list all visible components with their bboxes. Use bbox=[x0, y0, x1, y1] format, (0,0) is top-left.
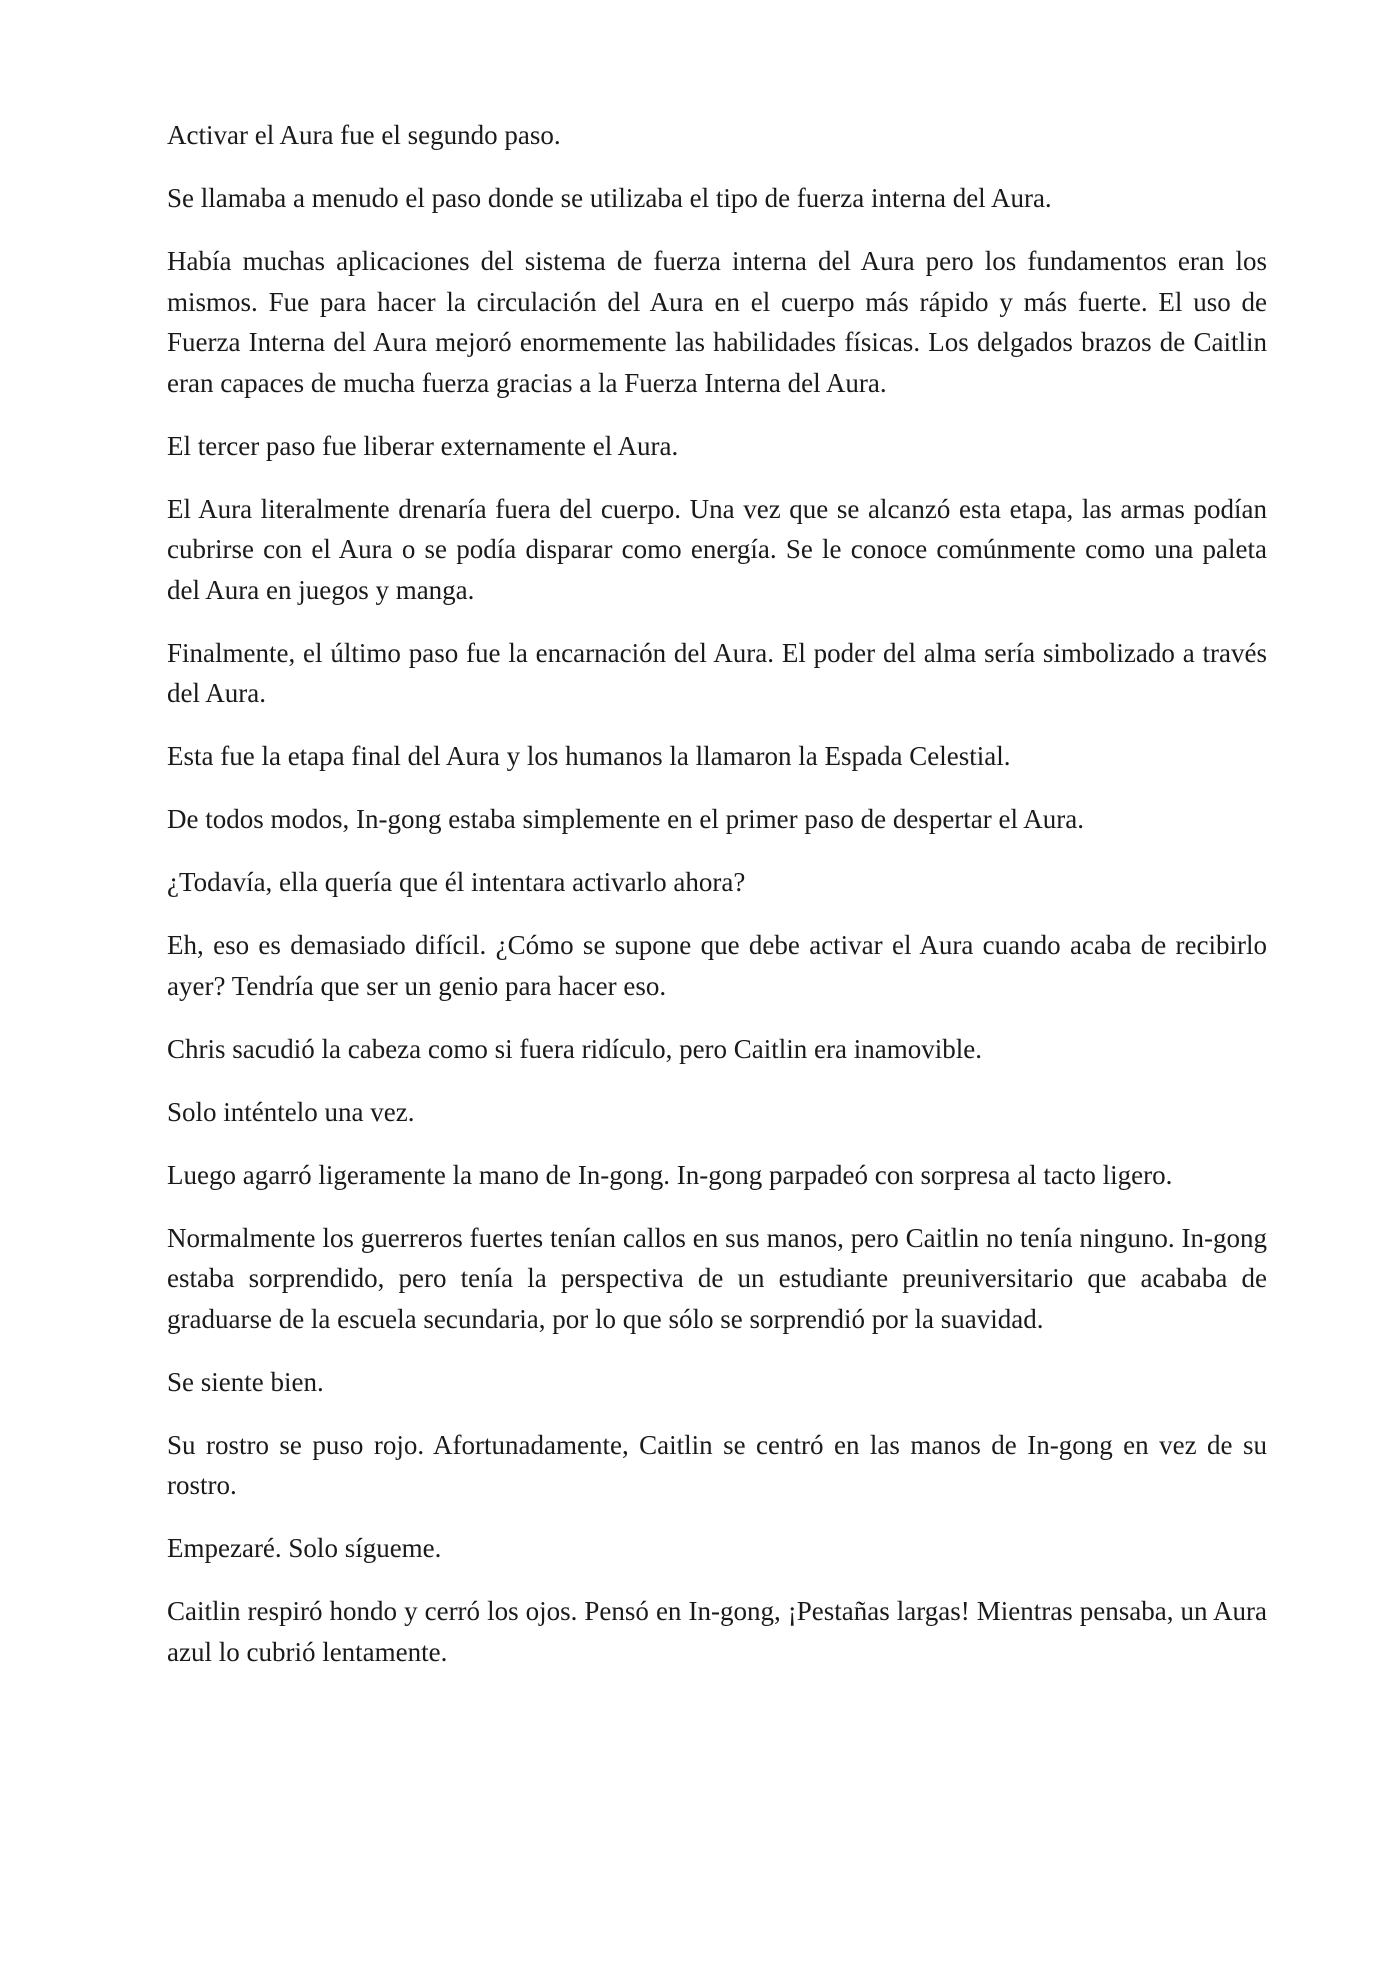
paragraph: Se siente bien. bbox=[167, 1366, 324, 1397]
paragraph: Se llamaba a menudo el paso donde se utilizaba el tipo de fuerza interna del Aura. bbox=[167, 183, 1052, 213]
document-body bbox=[167, 115, 1267, 1672]
paragraph: El Aura literalmente drenaría fuera del cuerpo. Una vez que se alcanzó esta etapa, las armas podían cubrirse con el Aura o se podía disparar como energía. Se le conoce comúnmente como una paleta del Aura en juegos y manga. bbox=[167, 493, 1267, 605]
paragraph: Empezaré. Solo sígueme. bbox=[167, 1533, 442, 1563]
paragraph: Caitlin respiró hondo y cerró los ojos. Pensó en In-gong, ¡Pestañas largas! Mientras pensaba, un Aura azul lo cubrió lentamente. bbox=[167, 1596, 1267, 1667]
paragraph: El tercer paso fue liberar externamente el Aura. bbox=[167, 430, 679, 461]
paragraph: Había muchas aplicaciones del sistema de fuerza interna del Aura pero los fundamentos eran los mismos. Fue para hacer la circulación del Aura en el cuerpo más rápido y más fuerte. El uso de Fuerza Interna del Aura mejoró enormemente las habilidades físicas. Los delgados brazos de Caitlin eran capaces de mucha fuerza gracias a la Fuerza Interna del Aura. bbox=[167, 246, 1267, 398]
paragraph: Chris sacudió la cabeza como si fuera ridículo, pero Caitlin era inamovible. bbox=[167, 1033, 982, 1064]
paragraph: Normalmente los guerreros fuertes tenían callos en sus manos, pero Caitlin no tenía ninguno. In-gong estaba sorprendido, pero tenía la perspectiva de un estudiante preuniversitario que acababa de graduarse de la escuela secundaria, por lo que sólo se sorprendió por la suavidad. bbox=[167, 1222, 1267, 1334]
paragraph: Eh, eso es demasiado difícil. ¿Cómo se supone que debe activar el Aura cuando acaba de recibirlo ayer? Tendría que ser un genio para hacer eso. bbox=[167, 930, 1267, 1001]
paragraph: Activar el Aura fue el segundo paso. bbox=[167, 120, 561, 150]
paragraph: Finalmente, el último paso fue la encarnación del Aura. El poder del alma sería simbolizado a través del Aura. bbox=[167, 637, 1267, 708]
paragraph: Solo inténtelo una vez. bbox=[167, 1096, 415, 1127]
paragraph: Esta fue la etapa final del Aura y los humanos la llamaron la Espada Celestial. bbox=[167, 741, 1011, 771]
paragraph: ¿Todavía, ella quería que él intentara activarlo ahora? bbox=[167, 867, 746, 897]
paragraph: Luego agarró ligeramente la mano de In-gong. In-gong parpadeó con sorpresa al tacto ligero. bbox=[167, 1159, 1173, 1190]
paragraph: Su rostro se puso rojo. Afortunadamente, Caitlin se centró en las manos de In-gong en vez de su rostro. bbox=[167, 1429, 1267, 1500]
paragraph: De todos modos, In-gong estaba simplemente en el primer paso de despertar el Aura. bbox=[167, 804, 1084, 834]
